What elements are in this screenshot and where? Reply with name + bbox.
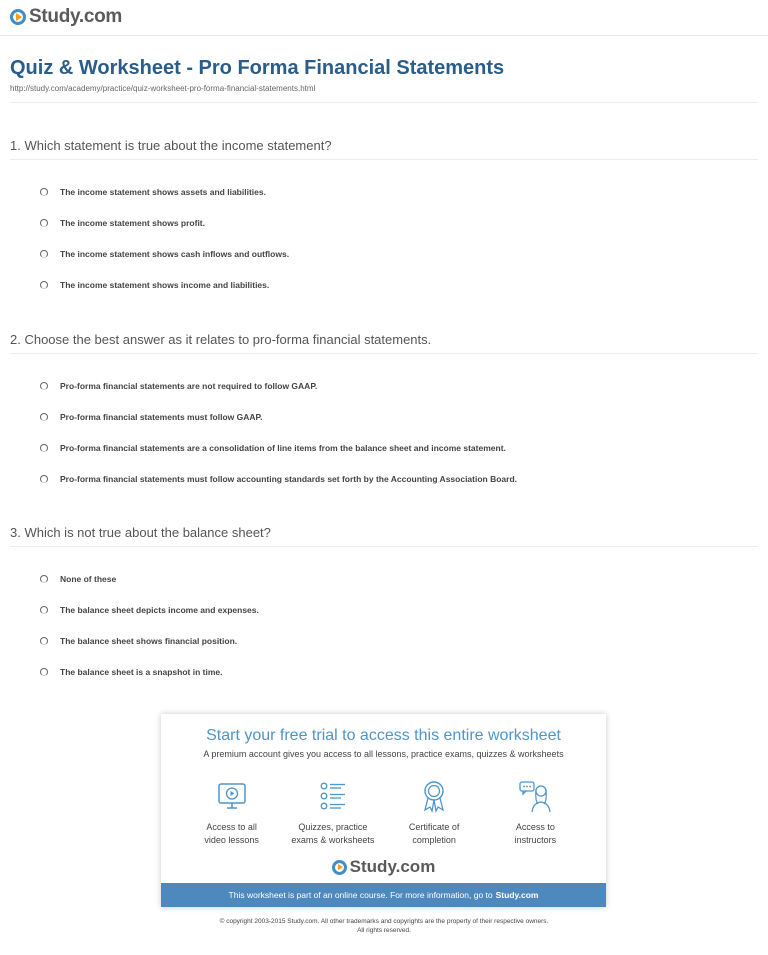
- radio-button-icon[interactable]: [40, 281, 48, 289]
- page-url[interactable]: http://study.com/academy/practice/quiz-worksheet-pro-forma-financial-statements.html: [10, 84, 316, 93]
- radio-button-icon[interactable]: [40, 475, 48, 483]
- option-label: Pro-forma financial statements must follow GAAP.: [60, 411, 263, 422]
- answer-option[interactable]: [10, 207, 758, 238]
- option-label: The balance sheet depicts income and expenses.: [60, 604, 259, 615]
- promo-headline[interactable]: Start your free trial to access this entire worksheet: [206, 727, 561, 744]
- option-label: The income statement shows cash inflows and outflows.: [60, 248, 290, 259]
- feature-instructors: [488, 779, 583, 847]
- answer-options: [10, 176, 758, 300]
- study-logo[interactable]: [10, 6, 122, 28]
- title-divider: [10, 102, 758, 103]
- radio-button-icon[interactable]: [40, 637, 48, 645]
- video-lesson-icon: [215, 779, 249, 813]
- promo-features: [181, 779, 586, 847]
- radio-button-icon[interactable]: [40, 668, 48, 676]
- answer-option[interactable]: [10, 625, 758, 656]
- radio-button-icon[interactable]: [40, 413, 48, 421]
- certificate-icon: [417, 779, 451, 813]
- quiz-list-icon: [316, 779, 350, 813]
- feature-certificate: [387, 779, 482, 847]
- radio-button-icon[interactable]: [40, 219, 48, 227]
- feature-label: Access to instructors: [514, 822, 557, 845]
- option-label: The income statement shows income and liabilities.: [60, 279, 270, 290]
- question-2: [10, 332, 758, 494]
- answer-option[interactable]: [10, 238, 758, 269]
- feature-label: Access to all video lessons: [204, 822, 259, 845]
- answer-option[interactable]: [10, 656, 758, 687]
- option-label: The income statement shows assets and liabilities.: [60, 186, 266, 197]
- answer-options: [10, 370, 758, 494]
- promo-info-bar: [161, 883, 606, 907]
- feature-quizzes: [285, 779, 380, 847]
- answer-option[interactable]: [10, 269, 758, 300]
- feature-label: Quizzes, practice exams & worksheets: [291, 822, 375, 845]
- question-text: 3. Which is not true about the balance sheet?: [10, 525, 758, 547]
- answer-option[interactable]: [10, 176, 758, 207]
- feature-video-lessons: [184, 779, 279, 847]
- radio-button-icon[interactable]: [40, 575, 48, 583]
- radio-button-icon[interactable]: [40, 606, 48, 614]
- free-trial-promo: [161, 714, 606, 907]
- option-label: Pro-forma financial statements are a consolidation of line items from the balance sheet and income statement.: [60, 442, 506, 453]
- play-logo-icon: [10, 9, 26, 25]
- question-1: [10, 138, 758, 300]
- option-label: The balance sheet shows financial position.: [60, 635, 238, 646]
- answer-option[interactable]: [10, 563, 758, 594]
- brand-name: Study.com: [349, 857, 436, 876]
- feature-label: Certificate of completion: [408, 822, 460, 845]
- answer-option[interactable]: [10, 463, 758, 494]
- play-logo-icon: [332, 860, 347, 875]
- promo-study-logo[interactable]: [161, 857, 606, 877]
- answer-option[interactable]: [10, 594, 758, 625]
- question-3: [10, 525, 758, 687]
- header-divider: [0, 35, 768, 36]
- answer-option[interactable]: [10, 401, 758, 432]
- radio-button-icon[interactable]: [40, 444, 48, 452]
- radio-button-icon[interactable]: [40, 382, 48, 390]
- radio-button-icon[interactable]: [40, 188, 48, 196]
- copyright-line: © copyright 2003-2015 Study.com. All other trademarks and copyrights are the property of their respective owners.: [219, 918, 549, 925]
- question-text: 2. Choose the best answer as it relates to pro-forma financial statements.: [10, 332, 758, 354]
- question-text: 1. Which statement is true about the income statement?: [10, 138, 758, 160]
- option-label: Pro-forma financial statements must follow accounting standards set forth by the Accounting Association Board.: [60, 473, 518, 484]
- option-label: Pro-forma financial statements are not required to follow GAAP.: [60, 380, 318, 391]
- option-label: The income statement shows profit.: [60, 217, 205, 228]
- copyright-footer: [0, 917, 768, 935]
- radio-button-icon[interactable]: [40, 250, 48, 258]
- promo-bar-text: This worksheet is part of an online course. For more information, go to: [228, 890, 493, 900]
- promo-subline: A premium account gives you access to all lessons, practice exams, quizzes & worksheets: [203, 749, 564, 759]
- instructor-chat-icon: [518, 779, 552, 813]
- option-label: The balance sheet is a snapshot in time.: [60, 666, 223, 677]
- answer-options: [10, 563, 758, 687]
- rights-line: All rights reserved.: [357, 927, 411, 934]
- option-label: None of these: [60, 573, 117, 584]
- study-link[interactable]: Study.com: [495, 890, 539, 900]
- answer-option[interactable]: [10, 370, 758, 401]
- answer-option[interactable]: [10, 432, 758, 463]
- page-title: Quiz & Worksheet - Pro Forma Financial Statements: [10, 57, 505, 79]
- brand-name: Study.com: [29, 6, 123, 27]
